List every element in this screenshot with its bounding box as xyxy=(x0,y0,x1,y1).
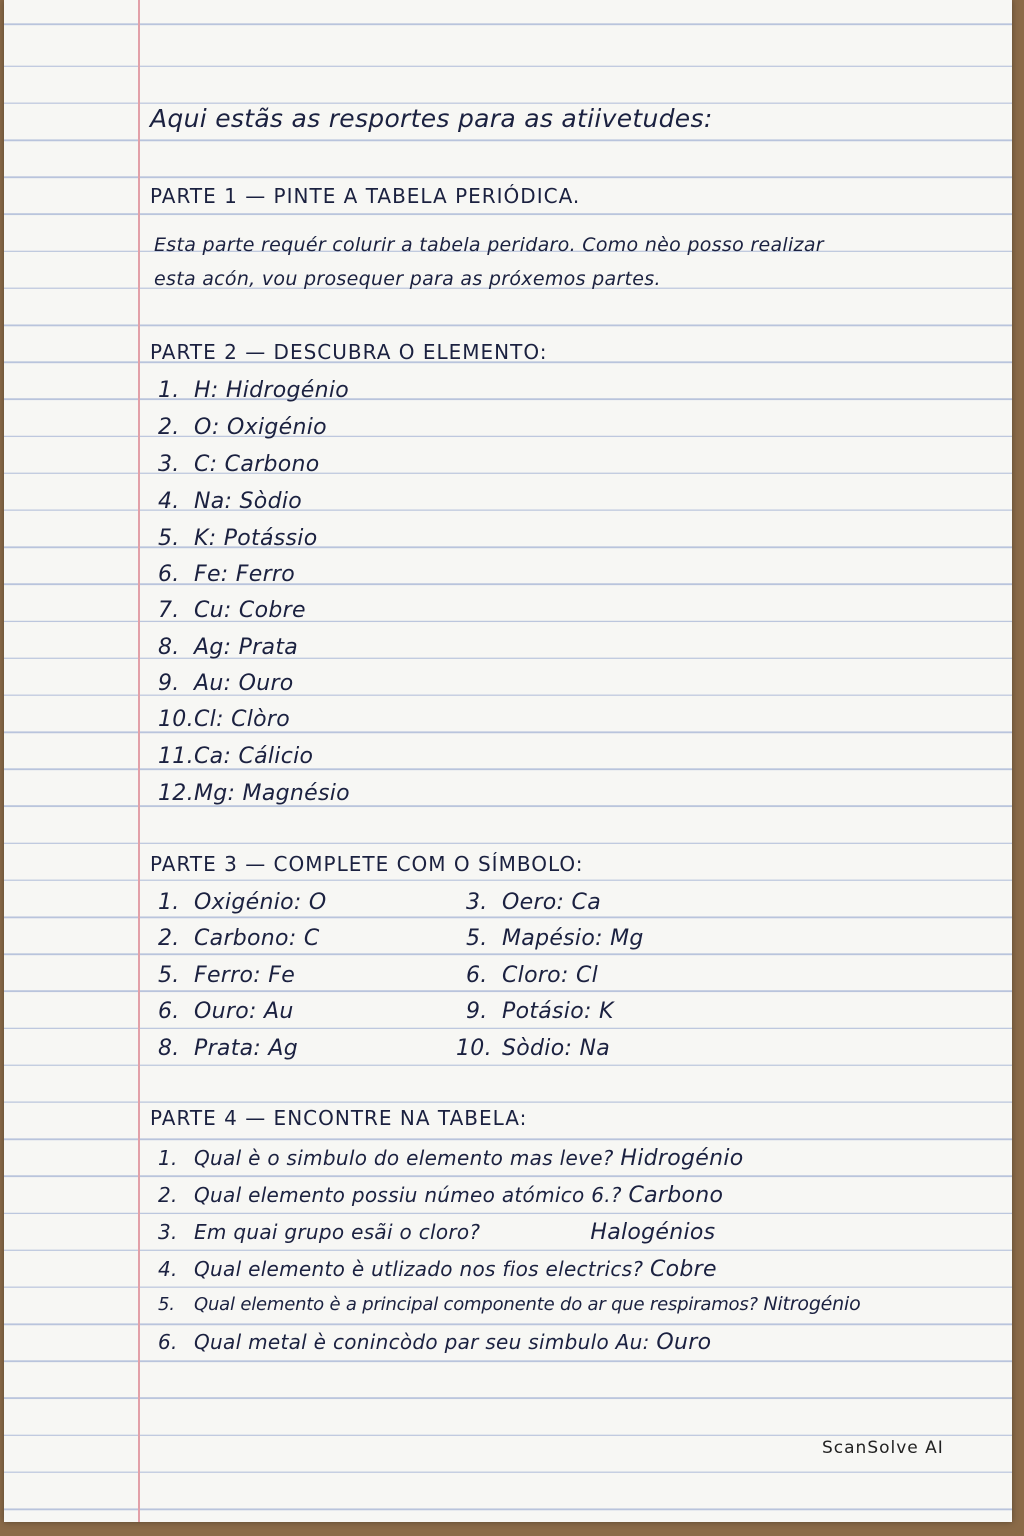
item-number: 1. xyxy=(158,890,180,915)
item-number: 9. xyxy=(466,999,488,1024)
part1-heading: PARTE 1 — PINTE A TABELA PERIÓDICA. xyxy=(150,184,581,208)
answer-text: Cobre xyxy=(649,1257,717,1282)
item-text: Na: Sòdio xyxy=(194,489,303,514)
item-text: Oxigénio: O xyxy=(194,890,327,915)
list-item xyxy=(158,562,295,587)
list-item xyxy=(456,1036,610,1061)
item-text: Ca: Cálicio xyxy=(194,744,314,769)
list-item xyxy=(158,707,290,732)
item-text: Sòdio: Na xyxy=(502,1036,611,1061)
list-item xyxy=(158,598,306,623)
list-item xyxy=(466,890,601,915)
answer-text: Ouro xyxy=(656,1330,712,1355)
list-item xyxy=(466,999,614,1024)
item-text: Cl: Clòro xyxy=(194,707,291,732)
list-item xyxy=(466,926,644,951)
watermark: ScanSolve AI xyxy=(822,1438,944,1458)
list-item xyxy=(158,452,319,477)
list-item xyxy=(158,890,327,915)
item-text: O: Oxigénio xyxy=(194,415,327,440)
item-text: Carbono: C xyxy=(194,926,320,951)
question-item xyxy=(158,1293,861,1315)
list-item xyxy=(158,635,298,660)
item-number: 8. xyxy=(158,1036,180,1061)
item-number: 11. xyxy=(158,744,194,769)
item-text: Mg: Magnésio xyxy=(194,781,350,806)
item-text: H: Hidrogénio xyxy=(194,378,349,403)
item-number: 3. xyxy=(466,890,488,915)
item-text: Potásio: K xyxy=(502,999,614,1024)
item-number: 4. xyxy=(158,489,180,514)
item-text: Ag: Prata xyxy=(194,635,299,660)
part1-text-line1: Esta parte requér colurir a tabela peridaro. Como nèo posso realizar xyxy=(154,234,824,256)
answer-text: Nitrogénio xyxy=(763,1293,861,1315)
question-text: Qual metal è conincòdo par seu simbulo Au: xyxy=(194,1330,650,1354)
part1-text-line2: esta acón, vou prosequer para as próxemos partes. xyxy=(154,268,661,290)
item-text: Oero: Ca xyxy=(502,890,602,915)
item-text: Cloro: Cl xyxy=(502,963,599,988)
item-number: 5. xyxy=(158,1294,175,1315)
item-number: 8. xyxy=(158,635,180,660)
item-number: 6. xyxy=(158,562,180,587)
item-number: 1. xyxy=(158,378,180,403)
question-item xyxy=(158,1146,744,1171)
list-item xyxy=(466,963,598,988)
item-number: 6. xyxy=(158,1330,178,1354)
item-text: Fe: Ferro xyxy=(194,562,296,587)
item-number: 5. xyxy=(158,963,180,988)
item-number: 10. xyxy=(456,1036,492,1061)
question-item xyxy=(158,1330,711,1355)
list-item xyxy=(158,489,302,514)
list-item xyxy=(158,415,327,440)
item-number: 2. xyxy=(158,1183,178,1207)
item-text: C: Carbono xyxy=(194,452,320,477)
item-text: K: Potássio xyxy=(194,526,318,551)
item-text: Au: Ouro xyxy=(194,671,294,696)
item-number: 6. xyxy=(158,999,180,1024)
item-text: Ferro: Fe xyxy=(194,963,296,988)
item-number: 9. xyxy=(158,671,180,696)
question-text: Qual elemento è utlizado nos fios electrics? xyxy=(194,1257,644,1281)
list-item xyxy=(158,671,294,696)
item-number: 7. xyxy=(158,598,180,623)
question-text: Qual elemento è a principal componente do ar que respiramos? xyxy=(194,1294,758,1315)
item-text: Mapésio: Mg xyxy=(502,926,644,951)
list-item xyxy=(158,926,319,951)
question-item xyxy=(158,1220,715,1245)
answer-text: Hidrogénio xyxy=(620,1146,744,1171)
item-number: 10. xyxy=(158,707,194,732)
item-text: Prata: Ag xyxy=(194,1036,299,1061)
list-item xyxy=(158,378,349,403)
list-item xyxy=(158,526,317,551)
answer-text: Halogénios xyxy=(590,1220,716,1245)
list-item xyxy=(158,999,294,1024)
item-number: 12. xyxy=(158,781,194,806)
item-number: 1. xyxy=(158,1146,178,1170)
question-text: Qual elemento possiu númeo atómico 6.? xyxy=(194,1183,622,1207)
item-number: 5. xyxy=(466,926,488,951)
item-number: 3. xyxy=(158,452,180,477)
item-number: 4. xyxy=(158,1257,178,1281)
question-item xyxy=(158,1183,723,1208)
margin-line xyxy=(138,0,140,1522)
list-item xyxy=(158,963,295,988)
part4-heading: PARTE 4 — ENCONTRE NA TABELA: xyxy=(150,1106,528,1130)
item-number: 6. xyxy=(466,963,488,988)
question-text: Em quai grupo esãi o cloro? xyxy=(194,1220,481,1244)
item-number: 3. xyxy=(158,1220,178,1244)
part3-heading: PARTE 3 — COMPLETE COM O SÍMBOLO: xyxy=(150,852,584,876)
notebook-page xyxy=(4,0,1012,1522)
list-item xyxy=(158,744,313,769)
item-number: 2. xyxy=(158,415,180,440)
item-text: Cu: Cobre xyxy=(194,598,306,623)
item-number: 2. xyxy=(158,926,180,951)
question-text: Qual è o simbulo do elemento mas leve? xyxy=(194,1146,614,1170)
item-number: 5. xyxy=(158,526,180,551)
answer-text: Carbono xyxy=(628,1183,724,1208)
intro-line: Aqui estãs as resportes para as atiivetudes: xyxy=(150,104,713,133)
list-item xyxy=(158,1036,298,1061)
part2-heading: PARTE 2 — DESCUBRA O ELEMENTO: xyxy=(150,340,548,364)
question-item xyxy=(158,1257,717,1282)
list-item xyxy=(158,781,350,806)
item-text: Ouro: Au xyxy=(194,999,294,1024)
